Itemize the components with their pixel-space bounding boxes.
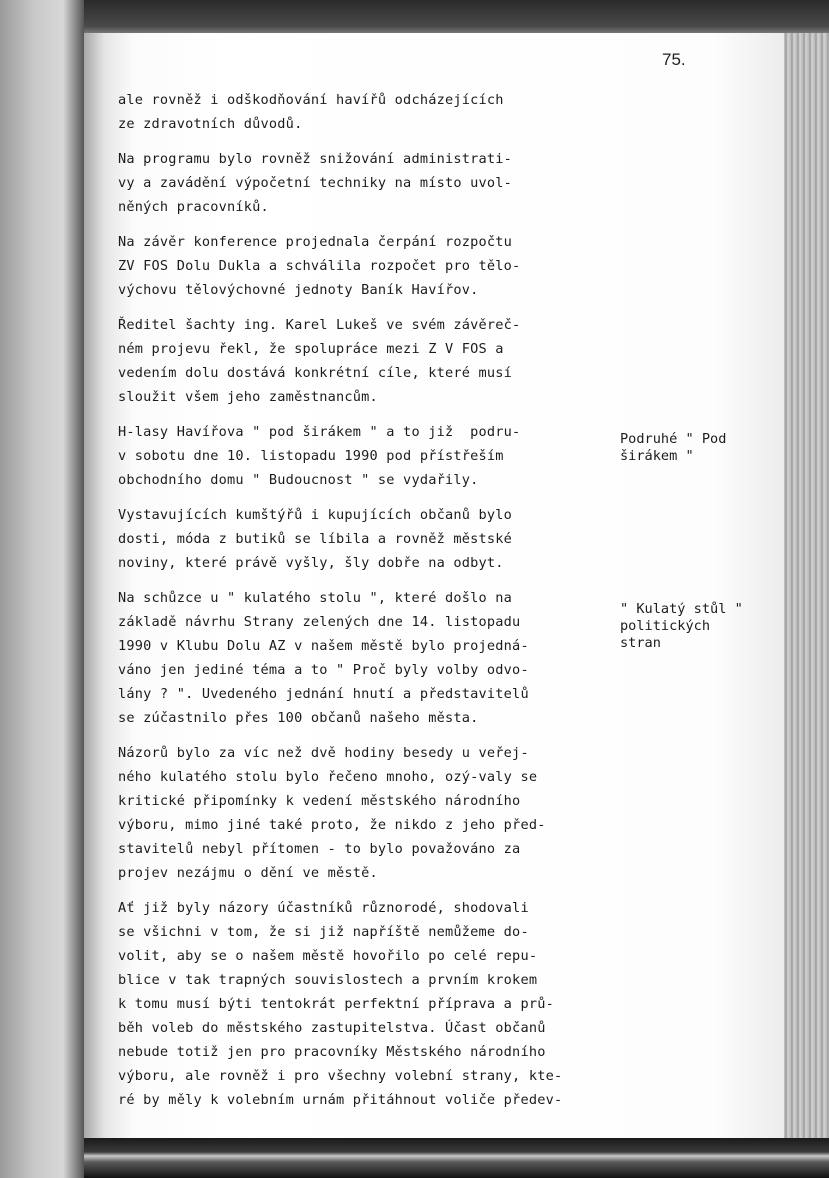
paragraph bbox=[118, 420, 618, 492]
text-line: Ředitel šachty ing. Karel Lukeš ve svém závěreč- bbox=[118, 317, 521, 333]
body-text bbox=[118, 88, 618, 1123]
text-line: se zúčastnilo přes 100 občanů našeho města. bbox=[118, 710, 479, 726]
text-line: ré by měly k volebním urnám přitáhnout voliče předev- bbox=[118, 1092, 563, 1108]
scan-top-border bbox=[84, 0, 829, 33]
paragraph bbox=[118, 503, 618, 575]
text-line: základě návrhu Strany zelených dne 14. listopadu bbox=[118, 614, 521, 630]
text-line: blice v tak trapných souvislostech a prvním krokem bbox=[118, 972, 538, 988]
text-line: obchodního domu " Budoucnost " se vydařily. bbox=[118, 472, 479, 488]
text-line: nebude totiž jen pro pracovníky Městského národního bbox=[118, 1044, 546, 1060]
margin-note-kulaty-stul: " Kulatý stůl " politických stran bbox=[620, 601, 743, 651]
text-line: v sobotu dne 10. listopadu 1990 pod přístřeším bbox=[118, 448, 504, 464]
text-line: výboru, mimo jiné také proto, že nikdo z jeho před- bbox=[118, 817, 546, 833]
text-line: Na programu bylo rovněž snižování administrati- bbox=[118, 151, 513, 167]
text-line: kritické připomínky k vedení městského národního bbox=[118, 793, 521, 809]
text-line: stavitelů nebyl přítomen - to bylo považováno za bbox=[118, 841, 521, 857]
text-line: projev nezájmu o dění ve městě. bbox=[118, 865, 378, 881]
text-line: Vystavujících kumštýřů i kupujících občanů bylo bbox=[118, 507, 513, 523]
text-line: Ať již byly názory účastníků různorodé, shodovali bbox=[118, 900, 529, 916]
text-line: vedením dolu dostává konkrétní cíle, které musí bbox=[118, 365, 513, 381]
facing-page-edge bbox=[0, 0, 84, 1178]
text-line: ného kulatého stolu bylo řečeno mnoho, ozý-valy se bbox=[118, 769, 538, 785]
paragraph bbox=[118, 741, 618, 885]
text-line: dosti, móda z butiků se líbila a rovněž městské bbox=[118, 531, 513, 547]
text-line: lány ? ". Uvedeného jednání hnutí a představitelů bbox=[118, 686, 529, 702]
text-line: Na závěr konference projednala čerpání rozpočtu bbox=[118, 234, 513, 250]
text-line: noviny, které právě vyšly, šly dobře na odbyt. bbox=[118, 555, 504, 571]
text-line: volit, aby se o našem městě hovořilo po celé repu- bbox=[118, 948, 538, 964]
text-line: ném projevu řekl, že spolupráce mezi Z V FOS a bbox=[118, 341, 504, 357]
page-number: 75. bbox=[662, 50, 686, 69]
text-line: výchovu tělovýchovné jednoty Baník Havířov. bbox=[118, 282, 479, 298]
paragraph bbox=[118, 896, 618, 1112]
text-line: sloužit všem jeho zaměstnancům. bbox=[118, 389, 378, 405]
text-line: H-lasy Havířova " pod širákem " a to již podru- bbox=[118, 424, 521, 440]
paragraph bbox=[118, 88, 618, 136]
text-line: výboru, ale rovněž i pro všechny volební strany, kte- bbox=[118, 1068, 563, 1084]
text-line: něných pracovníků. bbox=[118, 199, 269, 215]
paragraph bbox=[118, 147, 618, 219]
paragraph bbox=[118, 586, 618, 730]
page-stack-edge bbox=[784, 33, 829, 1138]
text-line: vy a zavádění výpočetní techniky na místo uvol- bbox=[118, 175, 513, 191]
text-line: se všichni v tom, že si již napříště nemůžeme do- bbox=[118, 924, 529, 940]
text-line: ze zdravotních důvodů. bbox=[118, 116, 303, 132]
paragraph bbox=[118, 230, 618, 302]
text-line: běh voleb do městského zastupitelstva. Účast občanů bbox=[118, 1020, 546, 1036]
scan-bottom-border bbox=[84, 1138, 829, 1178]
text-line: k tomu musí býti tentokrát perfektní příprava a prů- bbox=[118, 996, 554, 1012]
text-line: ale rovněž i odškodňování havířů odcházejících bbox=[118, 92, 504, 108]
text-line: váno jen jediné téma a to " Proč byly volby odvo- bbox=[118, 662, 529, 678]
text-line: 1990 v Klubu Dolu AZ v našem městě bylo projedná- bbox=[118, 638, 529, 654]
text-line: ZV FOS Dolu Dukla a schválila rozpočet pro tělo- bbox=[118, 258, 521, 274]
text-line: Názorů bylo za víc než dvě hodiny besedy u veřej- bbox=[118, 745, 529, 761]
text-line: Na schůzce u " kulatého stolu ", které došlo na bbox=[118, 590, 513, 606]
paragraph bbox=[118, 313, 618, 409]
margin-note-pod-sirakem: Podruhé " Pod širákem " bbox=[620, 431, 727, 464]
